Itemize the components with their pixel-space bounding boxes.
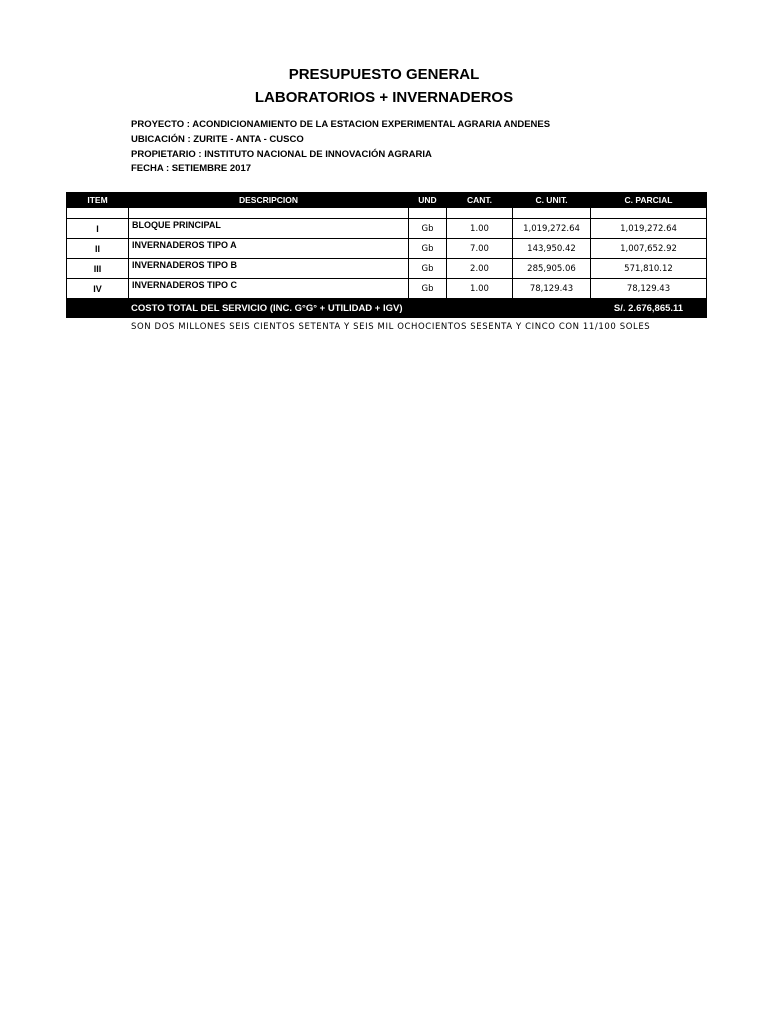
row-partial-cost: 571,810.12 bbox=[591, 259, 707, 279]
row-unit: Gb bbox=[409, 279, 447, 299]
table-row bbox=[67, 259, 707, 279]
row-quantity: 1.00 bbox=[447, 279, 513, 299]
document-subtitle: LABORATORIOS + INVERNADEROS bbox=[254, 89, 514, 106]
budget-table bbox=[66, 192, 707, 318]
row-unit-cost: 1,019,272.64 bbox=[513, 219, 591, 239]
project-line: PROYECTO : ACONDICIONAMIENTO DE LA ESTACION EXPERIMENTAL AGRARIA ANDENES bbox=[131, 119, 551, 130]
column-header-unit-cost: C. UNIT. bbox=[513, 193, 591, 208]
row-item: II bbox=[67, 239, 129, 259]
empty-cell bbox=[591, 208, 707, 219]
empty-cell bbox=[67, 208, 129, 219]
empty-cell bbox=[409, 208, 447, 219]
column-header-quantity: CANT. bbox=[447, 193, 513, 208]
amount-in-words: SON DOS MILLONES SEIS CIENTOS SETENTA Y SEIS MIL OCHOCIENTOS SESENTA Y CINCO CON 11/100 SOLES bbox=[131, 322, 651, 332]
table-header-row bbox=[67, 193, 707, 208]
row-quantity: 7.00 bbox=[447, 239, 513, 259]
column-header-description: DESCRIPCION bbox=[129, 193, 409, 208]
row-unit-cost: 285,905.06 bbox=[513, 259, 591, 279]
row-description: BLOQUE PRINCIPAL bbox=[129, 219, 409, 239]
empty-cell bbox=[129, 208, 409, 219]
owner-line: PROPIETARIO : INSTITUTO NACIONAL DE INNOVACIÓN AGRARIA bbox=[131, 149, 432, 160]
row-description: INVERNADEROS TIPO B bbox=[129, 259, 409, 279]
total-row bbox=[67, 299, 707, 318]
table-row bbox=[67, 239, 707, 259]
row-item: III bbox=[67, 259, 129, 279]
row-partial-cost: 1,007,652.92 bbox=[591, 239, 707, 259]
row-description: INVERNADEROS TIPO A bbox=[129, 239, 409, 259]
row-partial-cost: 1,019,272.64 bbox=[591, 219, 707, 239]
table-row bbox=[67, 279, 707, 299]
location-line: UBICACIÓN : ZURITE - ANTA - CUSCO bbox=[131, 134, 304, 145]
row-quantity: 2.00 bbox=[447, 259, 513, 279]
row-description: INVERNADEROS TIPO C bbox=[129, 279, 409, 299]
total-label: COSTO TOTAL DEL SERVICIO (INC. G°G° + UTILIDAD + IGV) bbox=[67, 299, 591, 318]
row-unit-cost: 143,950.42 bbox=[513, 239, 591, 259]
row-quantity: 1.00 bbox=[447, 219, 513, 239]
row-unit: Gb bbox=[409, 259, 447, 279]
empty-cell bbox=[447, 208, 513, 219]
row-item: IV bbox=[67, 279, 129, 299]
date-line: FECHA : SETIEMBRE 2017 bbox=[131, 163, 252, 174]
row-unit: Gb bbox=[409, 239, 447, 259]
total-value: S/. 2.676,865.11 bbox=[591, 299, 707, 318]
row-unit: Gb bbox=[409, 219, 447, 239]
row-item: I bbox=[67, 219, 129, 239]
empty-cell bbox=[513, 208, 591, 219]
empty-row bbox=[67, 208, 707, 219]
row-partial-cost: 78,129.43 bbox=[591, 279, 707, 299]
document-title: PRESUPUESTO GENERAL bbox=[288, 66, 480, 83]
table-row bbox=[67, 219, 707, 239]
row-unit-cost: 78,129.43 bbox=[513, 279, 591, 299]
column-header-item: ITEM bbox=[67, 193, 129, 208]
column-header-partial-cost: C. PARCIAL bbox=[591, 193, 707, 208]
column-header-unit: UND bbox=[409, 193, 447, 208]
